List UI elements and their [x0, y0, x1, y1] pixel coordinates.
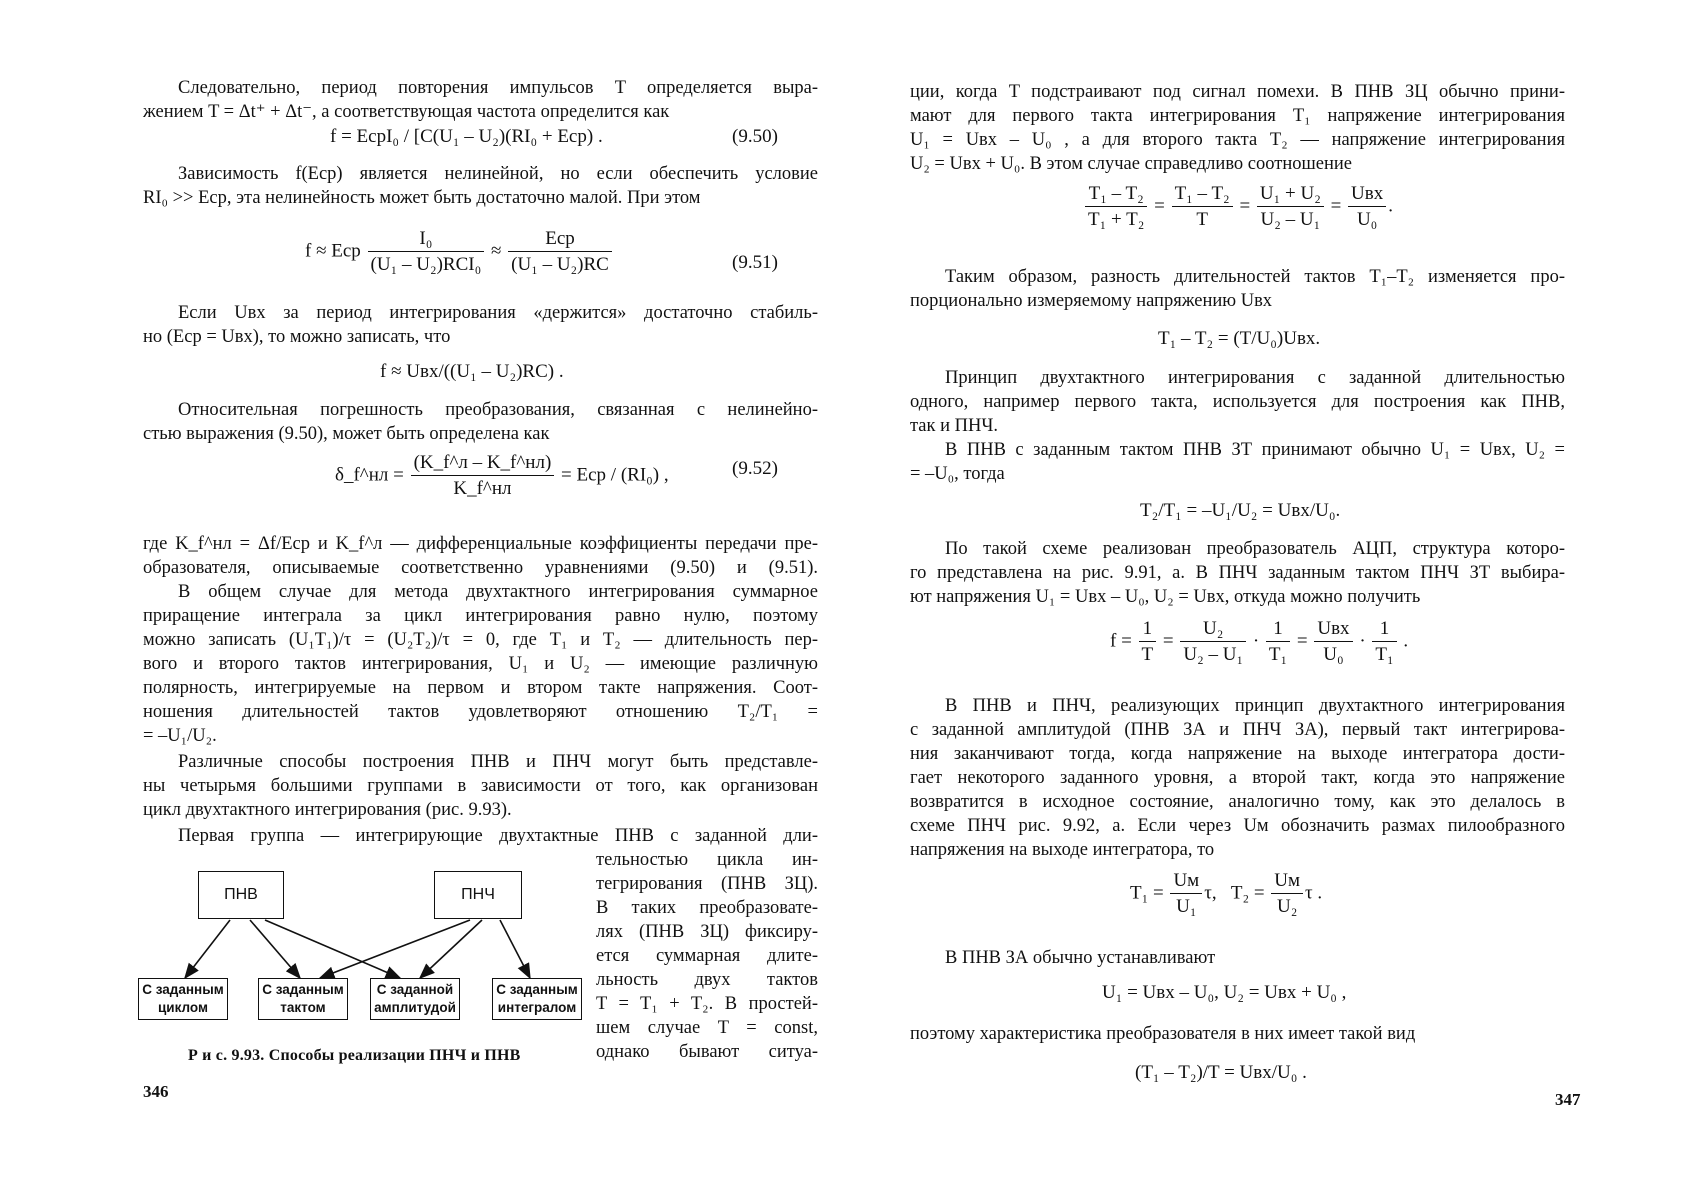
text-line: льность двух тактов: [596, 970, 818, 990]
text-line: приращение интеграла за цикл интегрирования равно нулю, поэтому: [143, 606, 818, 626]
text-line: Следовательно, период повторения импульсов T определяется выра-: [178, 78, 818, 98]
text-line: го представлена на рис. 9.91, а. В ПНЧ заданным тактом ПНЧ ЗТ выбира-: [910, 563, 1565, 583]
text-line: В общем случае для метода двухтактного интегрирования суммарное: [178, 582, 818, 602]
text-line: Первая группа — интегрирующие двухтактные ПНВ с заданной дли-: [178, 826, 818, 846]
text-line: гает некоторого заданного уровня, а второй такт, когда это напряжение: [910, 768, 1565, 788]
text-line: В ПНВ с заданным тактом ПНВ ЗТ принимают обычно U₁ = Uвх, U₂ =: [945, 440, 1565, 460]
text-line: цикл двухтактного интегрирования (рис. 9.93).: [143, 800, 512, 820]
text-line: жением T = Δt⁺ + Δt⁻, а соответствующая частота определится как: [143, 102, 670, 122]
text-line: ношения длительностей тактов удовлетворяют отношению T₂/T₁ =: [143, 702, 818, 722]
arrow-pnch-amplitude: [420, 920, 482, 978]
box-given-integral: С заданным интегралом: [492, 978, 582, 1020]
text-line: порционально измеряемому напряжению Uвх: [910, 291, 1273, 311]
text-line: но (Eср = Uвх), то можно записать, что: [143, 327, 451, 347]
text-line: Различные способы построения ПНВ и ПНЧ могут быть представле-: [178, 752, 818, 772]
fraction: $\frac{\text{T₁ – T₂}}{\text{T₁ + T₂}}$: [1085, 183, 1147, 231]
text-line: ется суммарная длите-: [596, 946, 818, 966]
text-line: стью выражения (9.50), может быть определена как: [143, 424, 550, 444]
text-line: В таких преобразовате-: [596, 898, 818, 918]
text-line: можно записать (U₁T₁)/τ = (U₂T₂)/τ = 0, где T₁ и T₂ — длительность пер-: [143, 630, 818, 650]
box-given-amplitude: С заданной амплитудой: [370, 978, 460, 1020]
text-line: Относительная погрешность преобразования, связанная с нелинейно-: [178, 400, 818, 420]
fraction: $\frac{\text{U₁ + U₂}}{\text{U₂ – U₁}}$: [1257, 183, 1324, 231]
text-line: ции, когда T подстраивают под сигнал помехи. В ПНВ ЗЦ обычно прини-: [910, 82, 1565, 102]
text-line: с заданной амплитудой (ПНВ ЗА и ПНЧ ЗА), первый такт интегрирова-: [910, 720, 1565, 740]
arrow-pnv-amplitude: [265, 920, 400, 978]
text-line: Принцип двухтактного интегрирования с заданной длительностью: [945, 368, 1565, 388]
fraction: $\frac{Uм}{\text{U₂}}$: [1271, 870, 1303, 918]
figure-caption: Р и с. 9.93. Способы реализации ПНЧ и ПНВ: [188, 1047, 521, 1064]
text-line: мают для первого такта интегрирования T₁ напряжение интегрирования: [910, 106, 1565, 126]
box-given-tact: С заданным тактом: [258, 978, 348, 1020]
page-number: 347: [1555, 1090, 1581, 1109]
left-page: [0, 0, 840, 1191]
text-line: Таким образом, разность длительностей тактов T₁–T₂ изменяется про-: [945, 267, 1565, 287]
text-line: напряжения на выходе интегратора, то: [910, 840, 1215, 860]
text-line: однако бывают ситуа-: [596, 1042, 818, 1062]
text-line: U₁ = Uвх – U₀ , а для второго такта T₂ — напряжение интегрирования: [910, 130, 1565, 150]
fraction: $\frac{(K\_f\^{}л - K\_f\^{}нл)}{K\_f\^{}нл}$: [411, 452, 555, 500]
text-line: где K_f^нл = Δf/Eср и K_f^л — дифференциальные коэффициенты передачи пре-: [143, 534, 818, 554]
text-line: В ПНВ ЗА обычно устанавливают: [945, 948, 1216, 968]
text-line: образователя, описываемые соответственно уравнениями (9.50) и (9.51).: [143, 558, 818, 578]
text-line: так и ПНЧ.: [910, 416, 999, 436]
text-line: ны четырьмя большими группами в зависимости от того, как организован: [143, 776, 818, 796]
fraction: $\frac{\text{I₀}}{\text{(U₁ – U₂)RCI₀}}$: [368, 228, 485, 276]
text-line: = –U₁/U₂.: [143, 726, 217, 746]
equation-t-ratio: T₂/T₁ = –U₁/U₂ = Uвх/U₀.: [1140, 500, 1341, 521]
text-line: = –U₀, тогда: [910, 464, 1005, 484]
equation-ratio: $\frac{\text{T₁ – T₂}}{\text{T₁ + T₂}}$ = $\frac{\text{T₁ – T₂}}{T}$ = $\frac{\text{U₁ + U₂}}{\text{U₂ – U₁}}$ = $\frac{\text{Uвх}}{\text{U₀}}$ .: [1083, 183, 1393, 231]
text-line: ния заканчивают тогда, когда напряжение на выходе интегратора дости-: [910, 744, 1565, 764]
equation-frequency: f = $\frac{1}{T}$ = $\frac{\text{U₂}}{\text{U₂ – U₁}}$ · $\frac{1}{\text{T₁}}$ = $\frac{\text{Uвх}}{\text{U₀}}$ · $\frac{1}{\text{T₁}}$ .: [1110, 618, 1409, 665]
text-line: шем случае T = const,: [596, 1018, 818, 1038]
text-line: лях (ПНВ ЗЦ) фиксиру-: [596, 922, 818, 942]
equation-durations: T₁ = $\frac{Uм}{\text{U₁}}$ τ, T₂ = $\frac{Uм}{\text{U₂}}$ τ .: [1130, 870, 1323, 917]
equation-number: (9.50): [732, 126, 778, 147]
fraction: $\frac{1}{\text{T₁}}$: [1266, 618, 1290, 666]
fraction: $\frac{\text{U₂}}{\text{U₂ – U₁}}$: [1180, 618, 1246, 666]
equation-number: (9.52): [732, 458, 778, 479]
fraction: $\frac{1}{T}$: [1139, 618, 1157, 666]
text-line: полярность, интегрируемые на первом и втором такте напряжения. Соот-: [143, 678, 818, 698]
text-line: поэтому характеристика преобразователя в них имеет такой вид: [910, 1024, 1416, 1044]
equation-f: f ≈ Uвх/((U₁ – U₂)RC) .: [380, 361, 564, 382]
right-page: [840, 0, 1683, 1191]
text-line: ют напряжения U₁ = Uвх – U₀, U₂ = Uвх, откуда можно получить: [910, 587, 1421, 607]
fraction: $\frac{Uм}{\text{U₁}}$: [1170, 870, 1202, 918]
text-line: T = T₁ + T₂. В простей-: [596, 994, 818, 1014]
box-given-cycle: С заданным циклом: [138, 978, 228, 1020]
fraction: $\frac{\text{Uвх}}{\text{U₀}}$: [1348, 183, 1386, 231]
equation-number: (9.51): [732, 252, 778, 273]
equation-9-50: f = EсрI₀ / [C(U₁ – U₂)(RI₀ + Eср) .: [330, 126, 603, 147]
equation-9-52: δ_f^нл = $\frac{(K\_f\^{}л - K\_f\^{}нл)}{K\_f\^{}нл}$ = Eср / (RI₀) ,: [335, 452, 669, 499]
text-line: Если Uвх за период интегрирования «держится» достаточно стабиль-: [178, 303, 818, 323]
text-line: RI₀ >> Eср, эта нелинейность может быть достаточно малой. При этом: [143, 188, 701, 208]
fraction: $\frac{1}{\text{T₁}}$: [1372, 618, 1396, 666]
text-line: возвратится в исходное состояние, аналогично тому, как это делалось в: [910, 792, 1565, 812]
page-number: 346: [143, 1082, 169, 1101]
box-pnv: ПНВ: [198, 871, 284, 919]
fraction: $\frac{\text{Uвх}}{\text{U₀}}$: [1314, 618, 1352, 666]
equation-t-diff: T₁ – T₂ = (T/U₀)Uвх.: [1158, 328, 1321, 349]
text-line: тельностью цикла ин-: [596, 850, 818, 870]
box-pnch: ПНЧ: [434, 871, 522, 919]
equation-characteristic: (T₁ – T₂)/T = Uвх/U₀ .: [1135, 1062, 1307, 1083]
arrow-pnv-tact: [250, 920, 300, 978]
text-line: вого и второго тактов интегрирования, U₁ и U₂ — имеющие различную: [143, 654, 818, 674]
text-line: По такой схеме реализован преобразователь АЦП, структура которо-: [945, 539, 1565, 559]
arrow-pnch-integral: [500, 920, 530, 978]
text-line: Зависимость f(Eср) является нелинейной, но если обеспечить условие: [178, 164, 818, 184]
fraction: $\frac{\text{Eср}}{\text{(U₁ – U₂)RC}}$: [508, 228, 612, 276]
equation-9-51: f ≈ Eср $\frac{\text{I₀}}{\text{(U₁ – U₂)RCI₀}}$ ≈ $\frac{\text{Eср}}{\text{(U₁ – U₂)RC}}$: [305, 228, 614, 276]
text-line: U₂ = Uвх + U₀. В этом случае справедливо соотношение: [910, 154, 1352, 174]
text-line: схеме ПНЧ рис. 9.92, а. Если через Uм обозначить размах пилообразного: [910, 816, 1565, 836]
text-line: В ПНВ и ПНЧ, реализующих принцип двухтактного интегрирования: [945, 696, 1565, 716]
arrow-pnch-tact: [320, 920, 470, 978]
equation-voltages: U₁ = Uвх – U₀, U₂ = Uвх + U₀ ,: [1102, 982, 1347, 1003]
fraction: $\frac{\text{T₁ – T₂}}{T}$: [1172, 183, 1233, 231]
text-line: тегрирования (ПНВ ЗЦ).: [596, 874, 818, 894]
text-line: одного, например первого такта, используется для построения как ПНВ,: [910, 392, 1565, 412]
arrow-pnv-cycle: [185, 920, 230, 978]
